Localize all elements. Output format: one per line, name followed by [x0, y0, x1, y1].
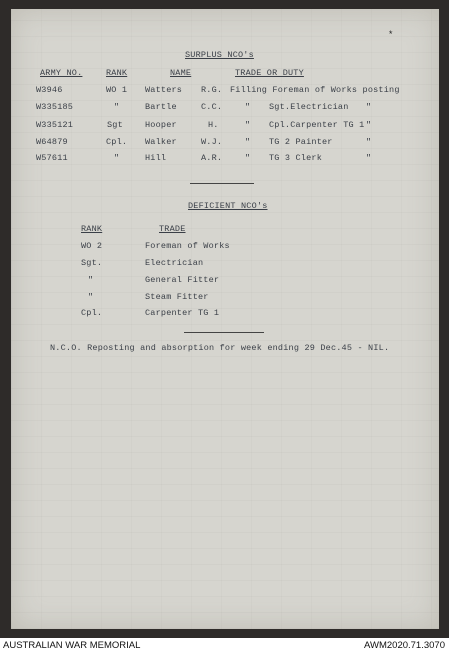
surplus-name: Walker	[145, 137, 177, 147]
surplus-ditto: "	[245, 137, 251, 147]
surplus-rank: Sgt	[107, 120, 123, 130]
surplus-end-ditto: "	[366, 120, 372, 130]
surplus-end-ditto: "	[366, 137, 372, 147]
deficient-trade: Steam Fitter	[145, 292, 209, 302]
surplus-army-no: W3946	[36, 85, 63, 95]
section-divider	[184, 332, 264, 333]
deficient-rank: "	[88, 292, 94, 302]
surplus-initials: W.J.	[201, 137, 223, 147]
deficient-rank: Cpl.	[81, 308, 103, 318]
surplus-trade: Filling Foreman of Works posting	[230, 85, 400, 95]
footer-accession-number: AWM2020.71.3070	[364, 640, 445, 651]
surplus-ditto: "	[245, 120, 251, 130]
header-army-no: ARMY NO.	[40, 68, 83, 78]
surplus-initials: R.G.	[201, 85, 223, 95]
deficient-rank: "	[88, 275, 94, 285]
deficient-trade: Foreman of Works	[145, 241, 230, 251]
header-trade: TRADE OR DUTY	[235, 68, 304, 78]
corner-mark: *	[388, 30, 394, 40]
surplus-end-ditto: "	[366, 153, 372, 163]
deficient-header-trade: TRADE	[159, 224, 186, 234]
surplus-name: Hill	[145, 153, 167, 163]
section-divider	[190, 183, 254, 184]
surplus-title: SURPLUS NCO's	[185, 50, 254, 60]
deficient-title: DEFICIENT NCO's	[188, 201, 268, 211]
surplus-name: Watters	[145, 85, 183, 95]
surplus-name: Bartle	[145, 102, 177, 112]
surplus-army-no: W335185	[36, 102, 74, 112]
surplus-army-no: W64879	[36, 137, 68, 147]
footer-institution: AUSTRALIAN WAR MEMORIAL	[3, 640, 141, 651]
surplus-rank: "	[114, 153, 120, 163]
reposting-note: N.C.O. Reposting and absorption for week ending 29 Dec.45 - NIL.	[50, 343, 390, 353]
document-page	[11, 9, 439, 629]
surplus-ditto: "	[245, 102, 251, 112]
deficient-rank: Sgt.	[81, 258, 103, 268]
deficient-rank: WO 2	[81, 241, 103, 251]
surplus-rank: "	[114, 102, 120, 112]
surplus-end-ditto: "	[366, 102, 372, 112]
deficient-header-rank: RANK	[81, 224, 103, 234]
surplus-ditto: "	[245, 153, 251, 163]
surplus-initials: H.	[208, 120, 219, 130]
header-rank: RANK	[106, 68, 128, 78]
surplus-initials: A.R.	[201, 153, 223, 163]
surplus-trade: Cpl.Carpenter TG 1	[269, 120, 365, 130]
surplus-name: Hooper	[145, 120, 177, 130]
deficient-trade: Carpenter TG 1	[145, 308, 220, 318]
surplus-trade: Sgt.Electrician	[269, 102, 349, 112]
surplus-rank: WO 1	[106, 85, 128, 95]
header-name: NAME	[170, 68, 192, 78]
surplus-trade: TG 2 Painter	[269, 137, 333, 147]
surplus-initials: C.C.	[201, 102, 223, 112]
deficient-trade: Electrician	[145, 258, 204, 268]
surplus-army-no: W57611	[36, 153, 68, 163]
footer-bar	[0, 638, 449, 653]
surplus-rank: Cpl.	[106, 137, 128, 147]
surplus-trade: TG 3 Clerk	[269, 153, 323, 163]
surplus-army-no: W335121	[36, 120, 74, 130]
deficient-trade: General Fitter	[145, 275, 220, 285]
